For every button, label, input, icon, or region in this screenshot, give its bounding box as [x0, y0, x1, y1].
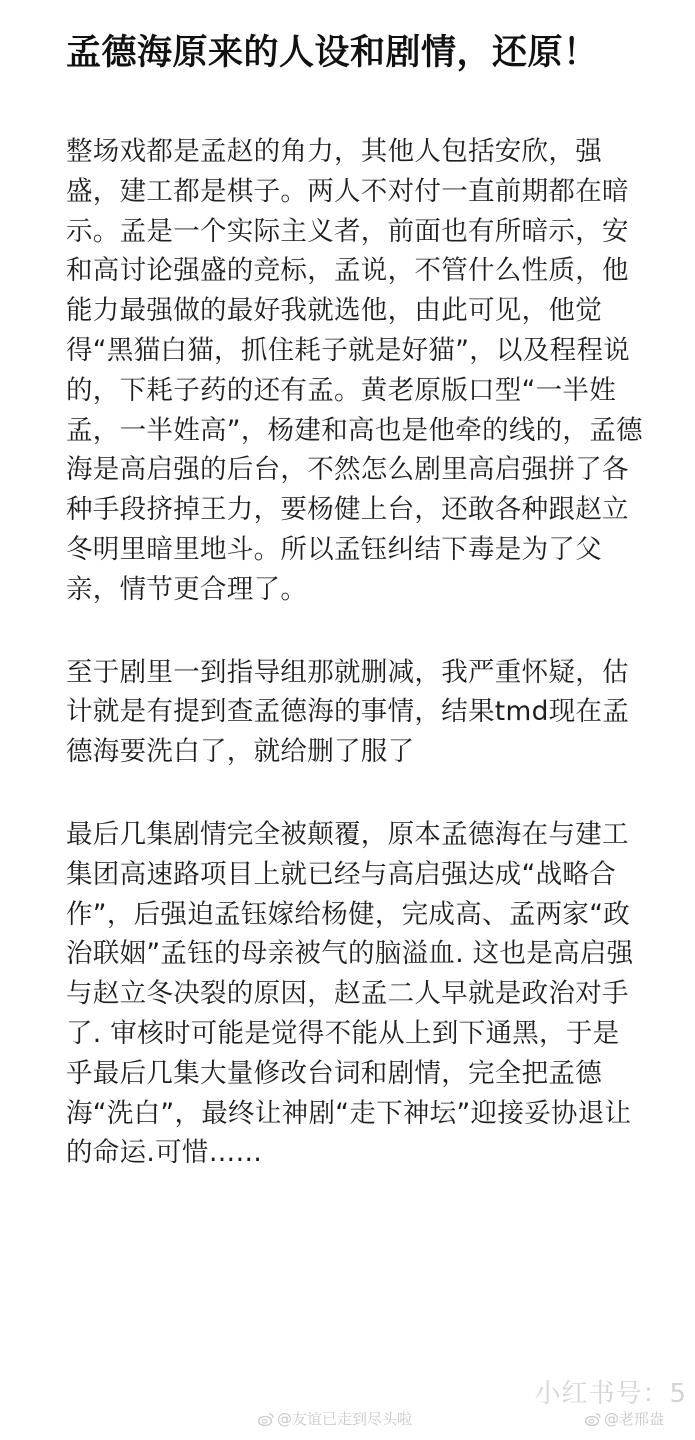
paragraph-3: 最后几集剧情完全被颠覆，原本孟德海在与建工集团高速路项目上就已经与高启强达成“战略合作”，后强迫孟钰嫁给杨健，完成高、孟两家“政治联姻”孟钰的母亲被气的脑溢血. 这也是高启强与赵立冬决裂的原因，赵孟二人早就是政治对手了. 审核时可能是觉得不能从上到下通黑，于是乎最后几集大量修改台词和剧情，完全把孟德海“洗白”，最终让神剧“走下神坛”迎接妥协退让的命运.可惜…… — [66, 818, 634, 1169]
weibo-watermark-2-text: @老邢盎 — [604, 1410, 665, 1428]
paragraph-2: 至于剧里一到指导组那就删减，我严重怀疑，估计就是有提到查孟德海的事情，结果tmd现在孟德海要洗白了，就给删了服了 — [66, 656, 630, 768]
weibo-watermark-1-text: @友谊已走到尽头啦 — [277, 1410, 413, 1428]
paragraph-1: 整场戏都是孟赵的角力，其他人包括安欣，强盛，建工都是棋子。两人不对付一直前期都在暗示。孟是一个实际主义者，前面也有所暗示，安和高讨论强盛的竞标，孟说，不管什么性质，他能力最强做的最好我就选他，由此可见，他觉得“黑猫白猫，抓住耗子就是好猫”，以及程程说的，下耗子药的还有孟。黄老原版口型“一半姓孟，一半姓高”，杨建和高也是他牵的线的，孟德海是高启强的后台，不然怎么剧里高启强拼了各种手段挤掉王力，要杨健上台，还敢各种跟赵立冬明里暗里地斗。所以孟钰纠结下毒是为了父亲，情节更合理了。 — [66, 136, 643, 605]
weibo-watermark-1 — [258, 1408, 412, 1429]
weibo-watermark-2 — [585, 1408, 664, 1429]
weibo-logo-icon — [585, 1412, 601, 1426]
article-title: 孟德海原来的人设和剧情，还原！ — [66, 33, 599, 73]
xiaohongshu-watermark: 小红书号：5 — [534, 1379, 687, 1409]
article — [66, 26, 646, 1173]
weibo-logo-icon — [258, 1412, 274, 1426]
